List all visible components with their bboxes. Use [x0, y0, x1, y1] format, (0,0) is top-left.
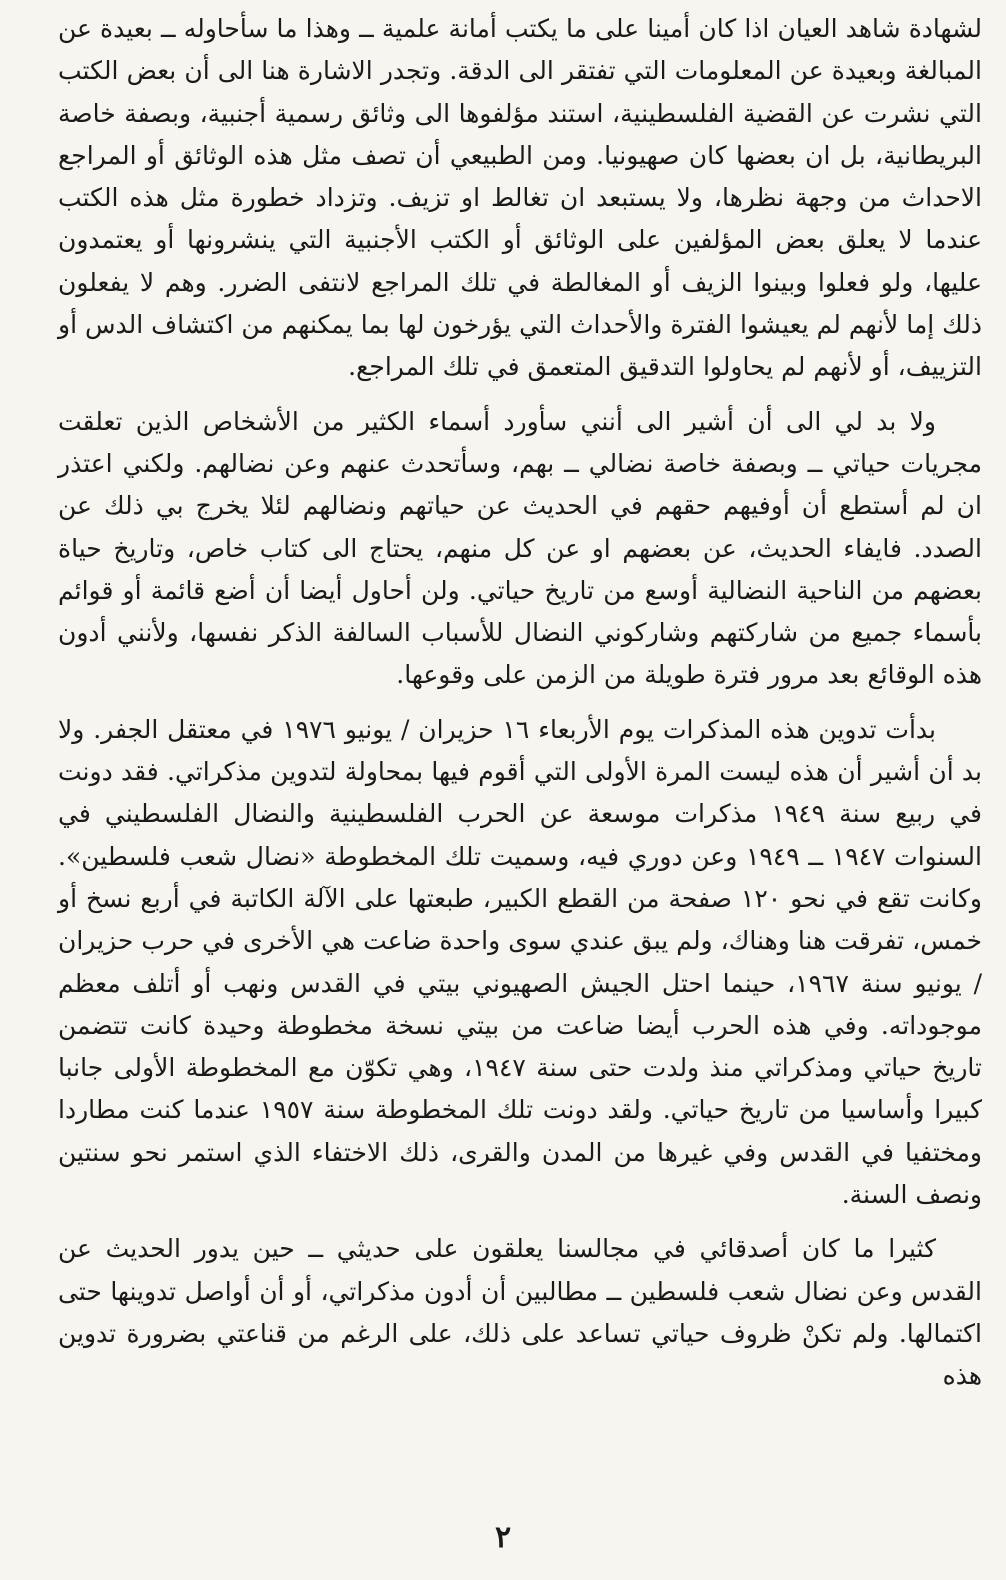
paragraph-4: كثيرا ما كان أصدقائي في مجالسنا يعلقون على حديثي ــ حين يدور الحديث عن القدس وعن نضال شعب فلسطين ــ مطالبين أن أدون مذكراتي، أو أن أواصل تدوينها حتى اكتمالها. ولم تكنْ ظروف حياتي تساعد على ذلك، على الرغم من قناعتي بضرورة تدوين هذه — [58, 1234, 982, 1391]
paragraph-2: ولا بد لي الى أن أشير الى أنني سأورد أسماء الكثير من الأشخاص الذين تعلقت مجريات حياتي ــ وبصفة خاصة نضالي ــ بهم، وسأتحدث عنهم وعن نضالهم. ولكني اعتذر ان لم أستطع أن أوفيهم حقهم في الحديث عن حياتهم ونضالهم لئلا يخرج بي ذلك عن الصدد. فايفاء الحديث، عن بعضهم او عن كل منهم، يحتاج الى كتاب خاص، وتاريخ حياة بعضهم من الناحية النضالية أوسع من تاريخ حياتي. ولن أحاول أيضا أن أضع قائمة أو قوائم بأسماء جميع من شاركتهم وشاركوني النضال للأسباب السالفة الذكر نفسها، ولأنني أدون هذه الوقائع بعد مرور فترة طويلة من الزمن على وقوعها. — [58, 406, 982, 690]
page-number: ٢ — [494, 1520, 512, 1555]
paragraph-3: بدأت تدوين هذه المذكرات يوم الأربعاء ١٦ حزيران / يونيو ١٩٧٦ في معتقل الجفر. ولا بد أن أشير أن هذه ليست المرة الأولى التي أقوم فيها بمحاولة لتدوين مذكراتي. فقد دونت في ربيع سنة ١٩٤٩ مذكرات موسعة عن الحرب الفلسطينية والنضال الفلسطيني في السنوات ١٩٤٧ ــ ١٩٤٩ وعن دوري فيه، وسميت تلك المخطوطة «نضال شعب فلسطين». وكانت تقع في نحو ١٢٠ صفحة من القطع الكبير، طبعتها على الآلة الكاتبة في أربع نسخ أو خمس، تفرقت هنا وهناك، ولم يبق عندي سوى واحدة ضاعت هي الأخرى في حرب حزيران / يونيو سنة ١٩٦٧، حينما احتل الجيش الصهيوني بيتي في القدس ونهب أو أتلف معظم موجوداته. وفي هذه الحرب أيضا ضاعت من بيتي نسخة مخطوطة وحيدة كانت تتضمن تاريخ حياتي ومذكراتي منذ ولدت حتى سنة ١٩٤٧، وهي تكوّن مع المخطوطة الأولى جانبا كبيرا وأساسيا من تاريخ حياتي. ولقد دونت تلك المخطوطة سنة ١٩٥٧ عندما كنت مطاردا ومختفيا في القدس وفي غيرها من المدن والقرى، ذلك الاختفاء الذي استمر نحو سنتين ونصف السنة. — [58, 714, 983, 1210]
paragraph-1: لشهادة شاهد العيان اذا كان أمينا على ما يكتب أمانة علمية ــ وهذا ما سأحاوله ــ بعيدة عن المبالغة وبعيدة عن المعلومات التي تفتقر الى الدقة. وتجدر الاشارة هنا الى أن بعض الكتب التي نشرت عن القضية الفلسطينية، استند مؤلفوها الى وثائق رسمية أجنبية، وبصفة خاصة البريطانية، بل ان بعضها كان صهيونيا. ومن الطبيعي أن تصف مثل هذه الوثائق أو المراجع الاحداث من وجهة نظرها، ولا يستبعد ان تغالط او تزيف. وتزداد خطورة مثل هذه الكتب عندما لا يعلق بعض المؤلفين على الوثائق أو الكتب الأجنبية التي ينشرونها أو يعتمدون عليها، ولو فعلوا وبينوا الزيف أو المغالطة في تلك المراجع لانتفى الضرر. وهم لا يفعلون ذلك إما لأنهم لم يعيشوا الفترة والأحداث التي يؤرخون لها بما يمكنهم من اكتشاف الدس أو التزييف، أو لأنهم لم يحاولوا التدقيق المتعمق في تلك المراجع. — [58, 14, 982, 382]
